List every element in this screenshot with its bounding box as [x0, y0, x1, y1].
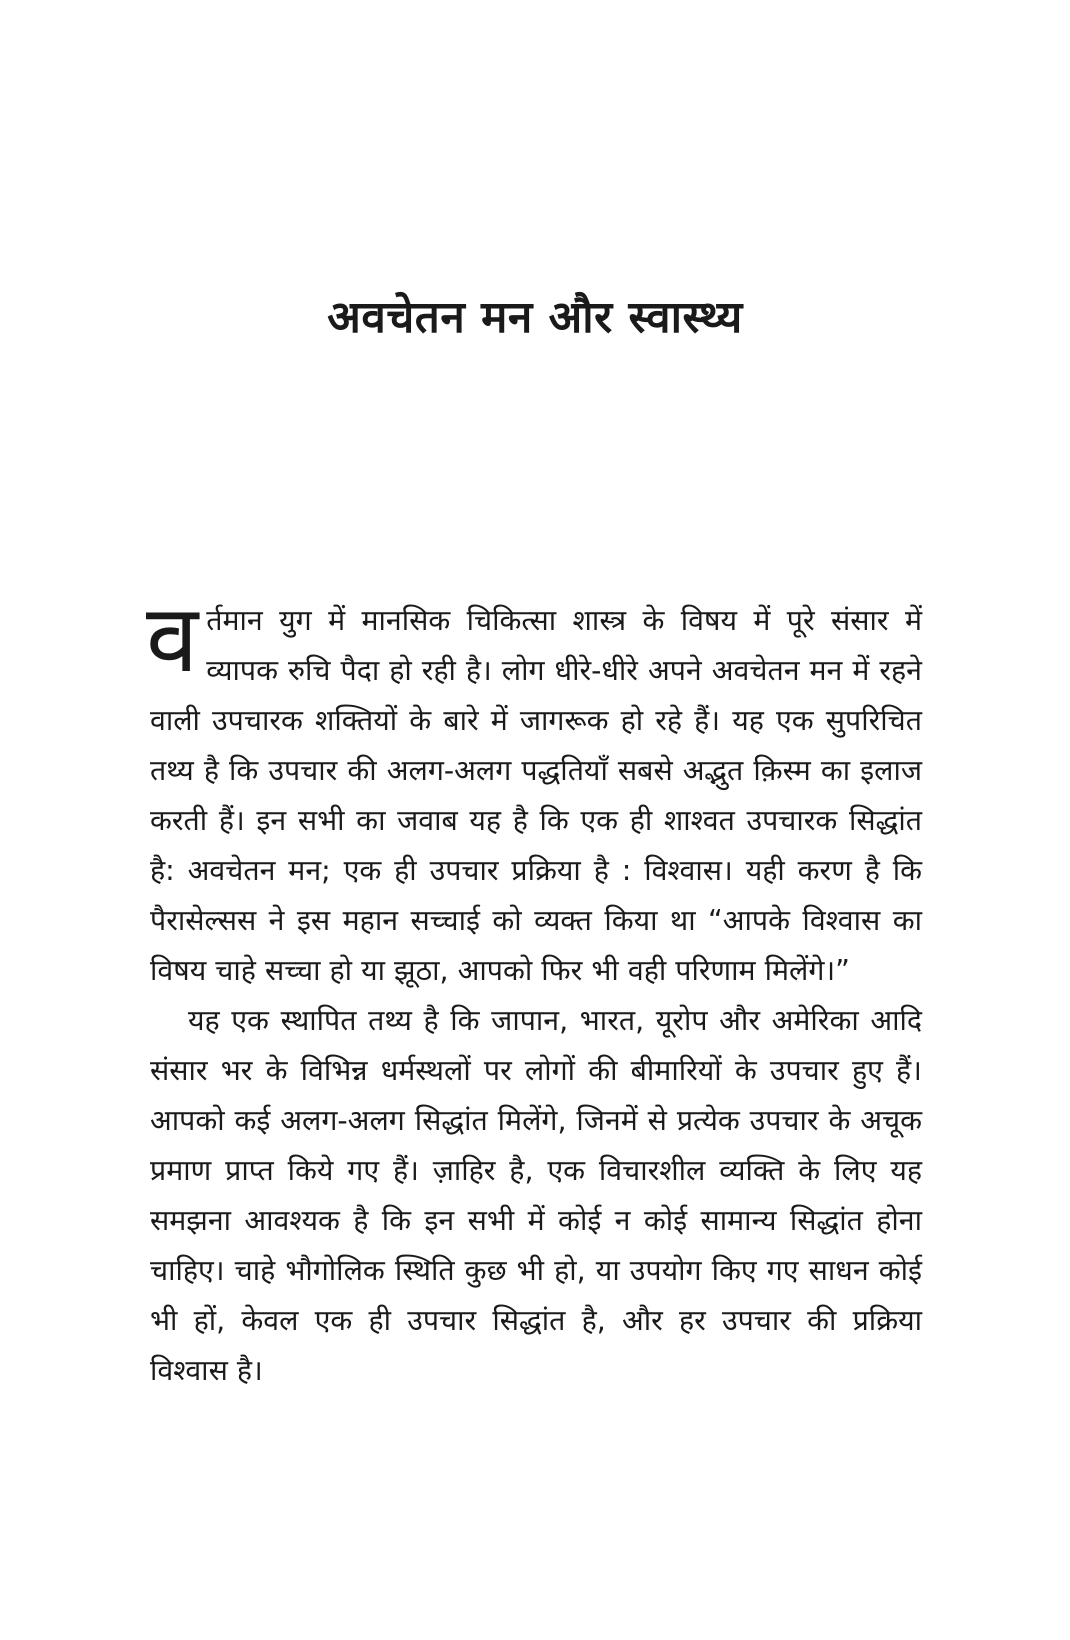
paragraph-2	[150, 996, 922, 1396]
paragraph-1-text: र्तमान युग में मानसिक चिकित्सा शास्त्र के विषय में पूरे संसार में व्यापक रुचि पैदा हो रही है। लोग धीरे-धीरे अपने अवचेतन मन में रहने वाली उपचारक शक्तियों के बारे में जागरूक हो रहे हैं। यह एक सुपरिचित तथ्य है कि उपचार की अलग-अलग पद्धतियाँ सबसे अद्भुत क़िस्म का इलाज करती हैं। इन सभी का जवाब यह है कि एक ही शाश्वत उपचारक सिद्धांत है: अवचेतन मन; एक ही उपचार प्रक्रिया है : विश्वास। यही करण है कि पैरासेल्सस ने इस महान सच्चाई को व्यक्त किया था “आपके विश्वास का विषय चाहे सच्चा हो या झूठा, आपको फिर भी वही परिणाम मिलेंगे।”	[150, 604, 922, 987]
chapter-title: अवचेतन मन और स्वास्थ्य	[327, 292, 743, 343]
paragraph-1	[146, 585, 922, 996]
drop-cap: व	[146, 585, 199, 694]
chapter-body	[146, 585, 922, 1396]
paragraph-2-text: यह एक स्थापित तथ्य है कि जापान, भारत, यूरोप और अमेरिका आदि संसार भर के विभिन्न धर्मस्थलों पर लोगों की बीमारियों के उपचार हुए हैं। आपको कई अलग-अलग सिद्धांत मिलेंगे, जिनमें से प्रत्येक उपचार के अचूक प्रमाण प्राप्त किये गए हैं। ज़ाहिर है, एक विचारशील व्यक्ति के लिए यह समझना आवश्यक है कि इन सभी में कोई न कोई सामान्य सिद्धांत होना चाहिए। चाहे भौगोलिक स्थिति कुछ भी हो, या उपयोग किए गए साधन कोई भी हों, केवल एक ही उपचार सिद्धांत है, और हर उपचार की प्रक्रिया विश्वास है।	[150, 1004, 922, 1387]
